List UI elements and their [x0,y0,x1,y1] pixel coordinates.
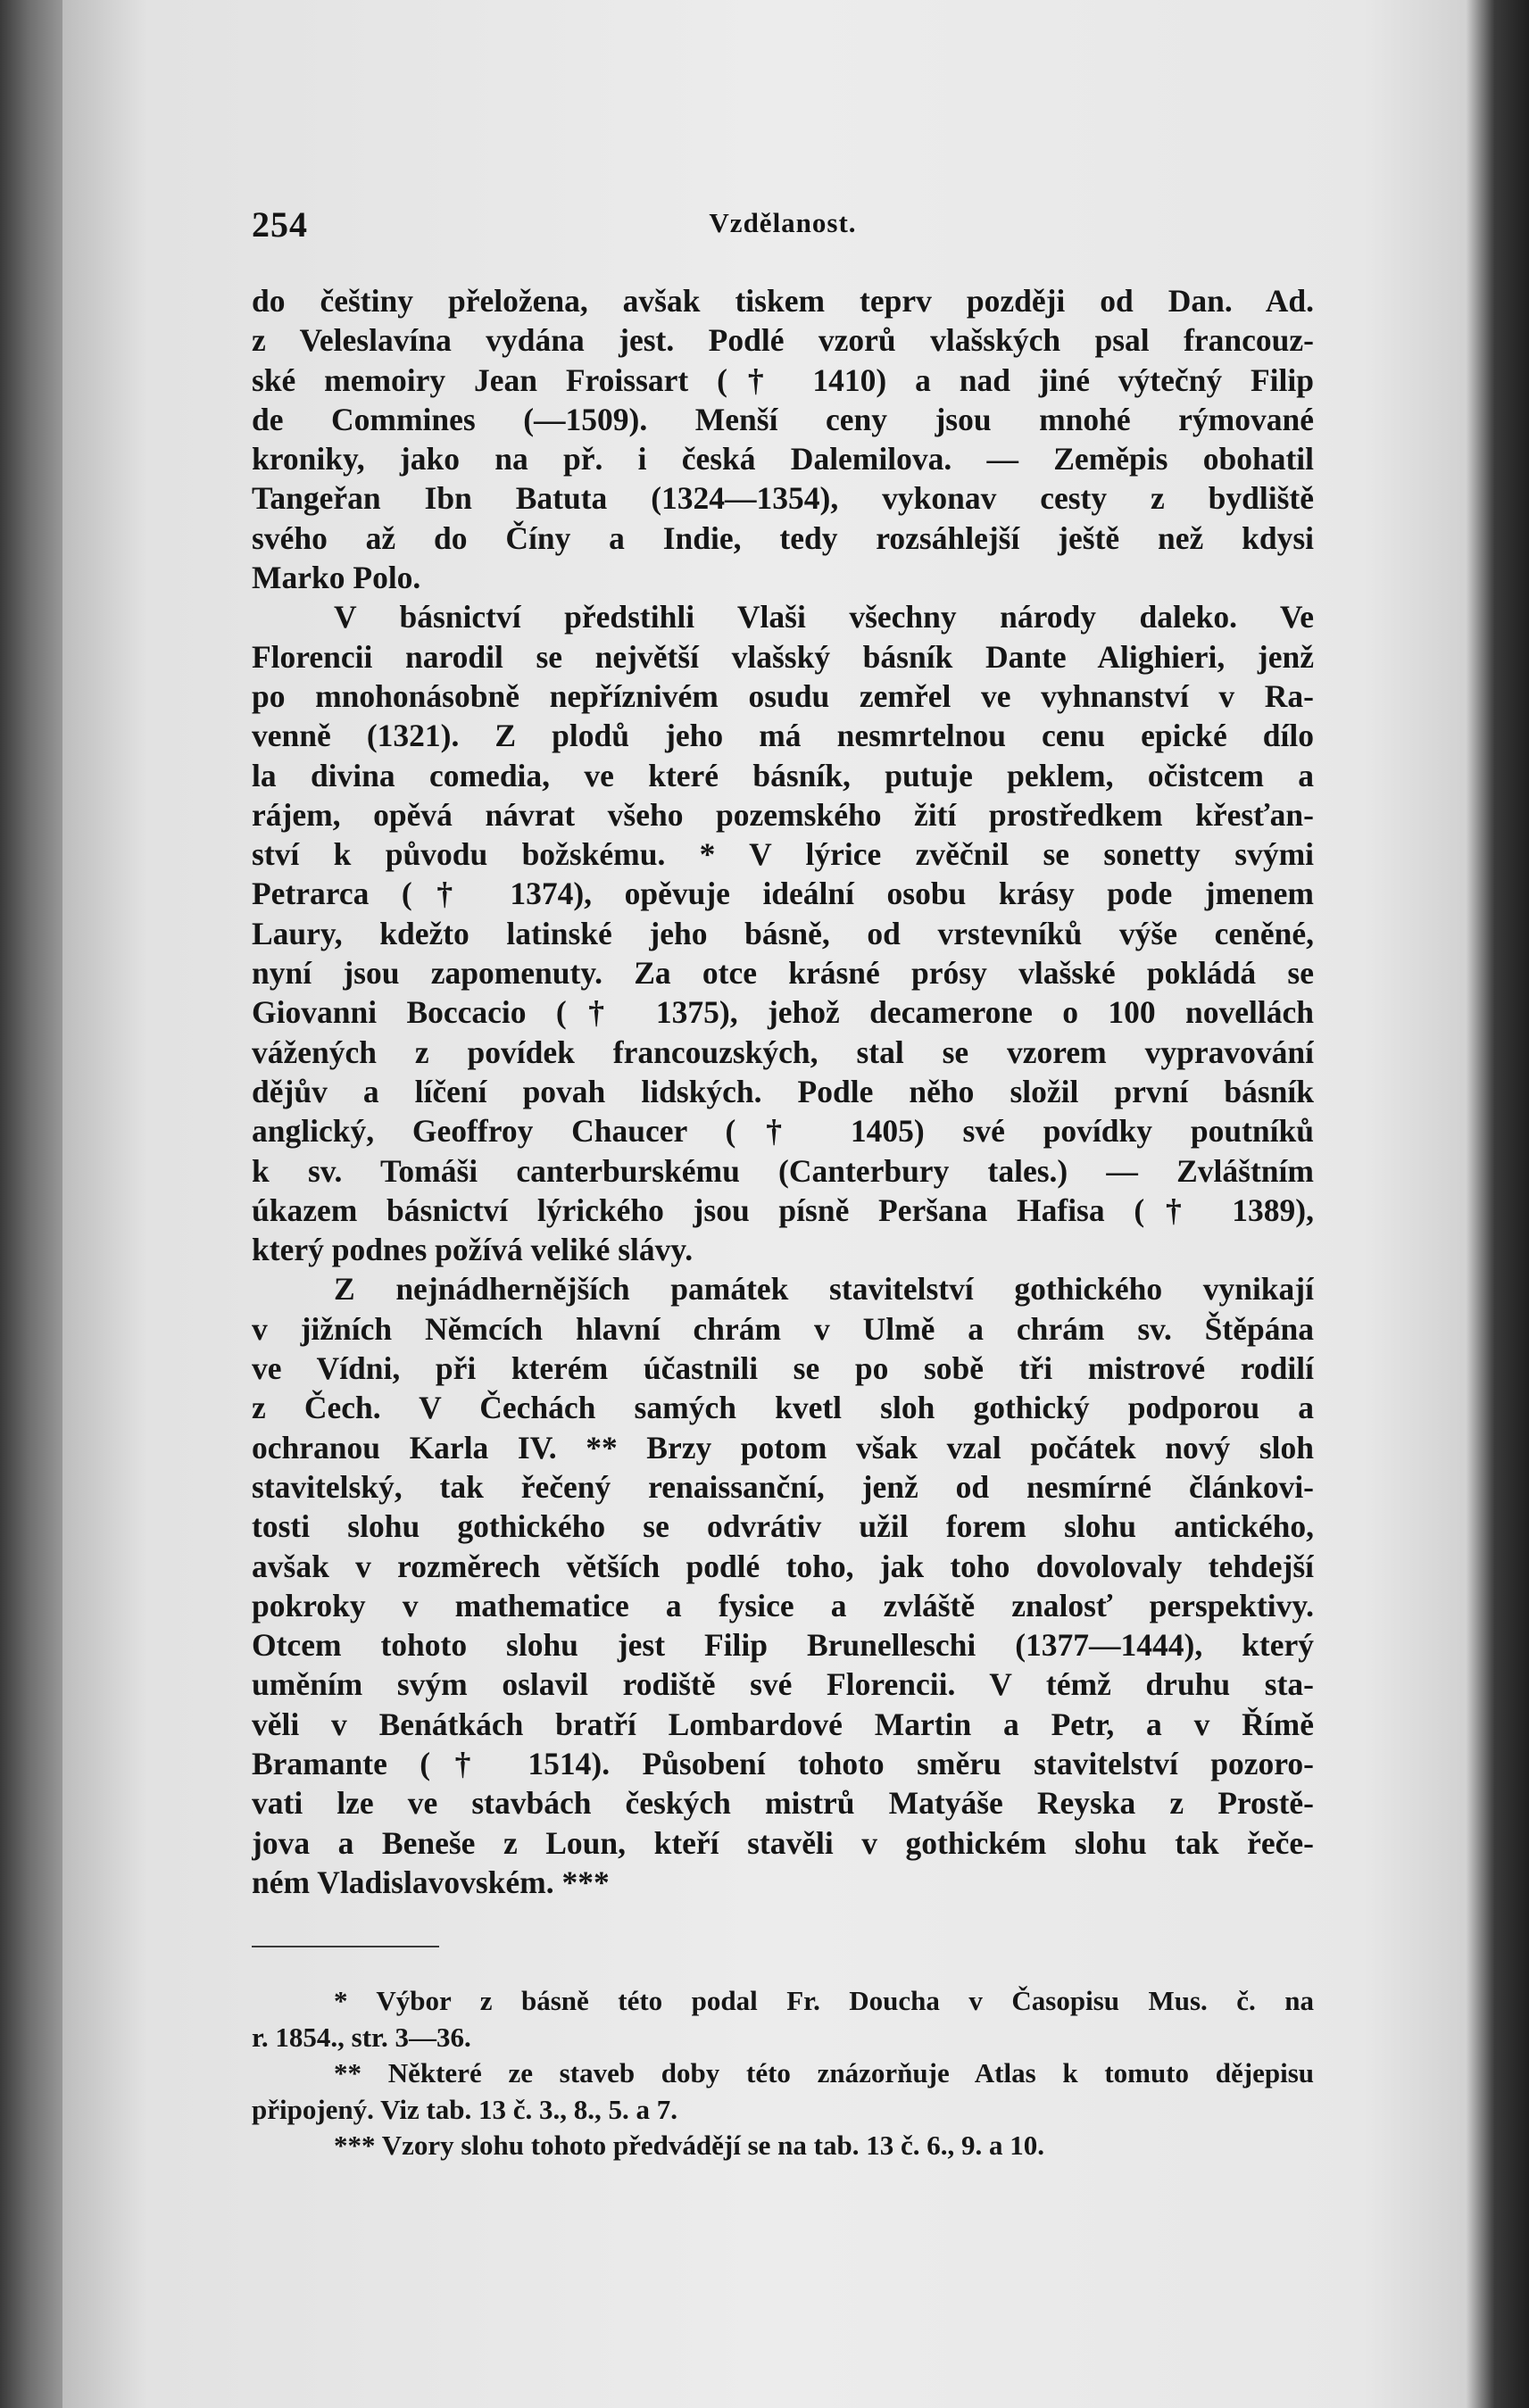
text-line: dějův a líčení povah lidských. Podle něho složil první básník [252,1073,1314,1109]
text-line: la divina comedia, ve které básník, putuje peklem, očistcem a [252,756,1314,795]
footnote-line: ** Některé ze staveb doby této znázorňuje Atlas k tomuto dějepisu [334,2057,1314,2088]
page-number: 254 [252,204,308,245]
text-line: Florencii narodil se největší vlašský básník Dante Alighieri, jenž [252,638,1314,675]
text-line: k sv. Tomáši canterburskému (Canterbury tales.) — Zvláštním [252,1152,1314,1189]
text-line: po mnohonásobně nepříznivém osudu zemřel ve vyhnanství v Ra- [252,677,1314,714]
text-line: kroniky, jako na př. i česká Dalemilova. — Zeměpis obohatil [252,441,1314,477]
text-line: Bramante († 1514). Působení tohoto směru stavitelství pozoro- [252,1745,1314,1781]
text-line: jova a Beneše z Loun, kteří stavěli v gothickém slohu tak řeče- [252,1824,1314,1861]
footnote-line: r. 1854., str. 3—36. [252,2021,471,2053]
text-line: který podnes požívá veliké slávy. [252,1232,694,1268]
text-line: tosti slohu gothického se odvrátiv užil forem slohu antického, [252,1508,1314,1545]
text-line: úkazem básnictví lýrického jsou písně Peršana Hafisa († 1389), [252,1192,1314,1228]
text-line: rájem, opěvá návrat všeho pozemského žití prostředkem křesťan- [252,796,1314,833]
text-line: Giovanni Boccacio († 1375), jehož decamerone o 100 novellách [252,994,1314,1031]
footnote-divider [252,1946,439,1947]
scan-right-edge [1467,0,1529,2408]
body-text [252,281,1314,1902]
text-line: do češtiny přeložena, avšak tiskem teprv později od Dan. Ad. [252,283,1314,319]
footnote-line: * Výbor z básně této podal Fr. Doucha v Časopisu Mus. č. na [334,1985,1314,2016]
text-line: pokroky v mathematice a fysice a zvláště znalosť perspektivy. [252,1587,1314,1623]
text-line: anglický, Geoffroy Chaucer († 1405) své povídky poutníků [252,1113,1314,1150]
page-header [252,203,1314,257]
text-line: Otcem tohoto slohu jest Filip Brunelleschi (1377—1444), který [252,1627,1314,1664]
text-line: z Veleslavína vydána jest. Podlé vzorů vlašských psal francouz- [252,322,1314,359]
text-line: stavitelský, tak řečený renaissanční, jenž od nesmírné článkovi- [252,1468,1314,1505]
text-line: uměním svým oslavil rodiště své Florencii. V témž druhu sta- [252,1666,1314,1703]
text-line: venně (1321). Z plodů jeho má nesmrtelnou cenu epické dílo [252,718,1314,754]
text-line: Tangeřan Ibn Batuta (1324—1354), vykonav cesty z bydliště [252,480,1314,517]
scan-left-edge [0,0,71,2408]
footnotes [252,1983,1314,2164]
text-line: vážených z povídek francouzských, stal se vzorem vypravování [252,1034,1314,1070]
text-line: Marko Polo. [252,560,421,596]
text-line: de Commines (—1509). Menší ceny jsou mnohé rýmované [252,401,1314,437]
text-line: Petrarca († 1374), opěvuje ideální osobu krásy pode jmenem [252,876,1314,912]
running-title: Vzdělanost. [709,207,857,238]
text-line: Laury, kdežto latinské jeho básně, od vrstevníků výše ceněné, [252,915,1314,951]
text-line: ské memoiry Jean Froissart († 1410) a nad jiné výtečný Filip [252,361,1314,398]
text-line: ve Vídni, při kterém účastnili se po sobě tři mistrové rodilí [252,1350,1314,1387]
text-line: v jižních Němcích hlavní chrám v Ulmě a chrám sv. Štěpána [252,1310,1314,1347]
footnote-line: připojený. Viz tab. 13 č. 3., 8., 5. a 7. [252,2093,678,2125]
footnote-line: *** Vzory slohu tohoto předvádějí se na tab. 13 č. 6., 9. a 10. [334,2130,1044,2161]
text-line: ství k původu božskému. * V lýrice zvěčnil se sonetty svými [252,836,1314,873]
text-line: V básnictví předstihli Vlaši všechny národy daleko. Ve [334,599,1314,635]
text-line: ochranou Karla IV. ** Brzy potom však vzal počátek nový sloh [252,1429,1314,1466]
text-line: věli v Benátkách bratří Lombardové Martin a Petr, a v Římě [252,1706,1314,1742]
text-line: Z nejnádhernějších památek stavitelství gothického vynikají [334,1271,1314,1308]
text-line: ném Vladislavovském. *** [252,1864,610,1900]
text-line: avšak v rozměrech větších podlé toho, jak toho dovolovaly tehdejší [252,1548,1314,1584]
text-line: nyní jsou zapomenuty. Za otce krásné prósy vlašské pokládá se [252,955,1314,992]
text-line: svého až do Číny a Indie, tedy rozsáhlejší ještě než kdysi [252,519,1314,556]
text-line: z Čech. V Čechách samých kvetl sloh gothický podporou a [252,1390,1314,1426]
text-line: vati lze ve stavbách českých mistrů Matyáše Reyska z Prostě- [252,1785,1314,1822]
